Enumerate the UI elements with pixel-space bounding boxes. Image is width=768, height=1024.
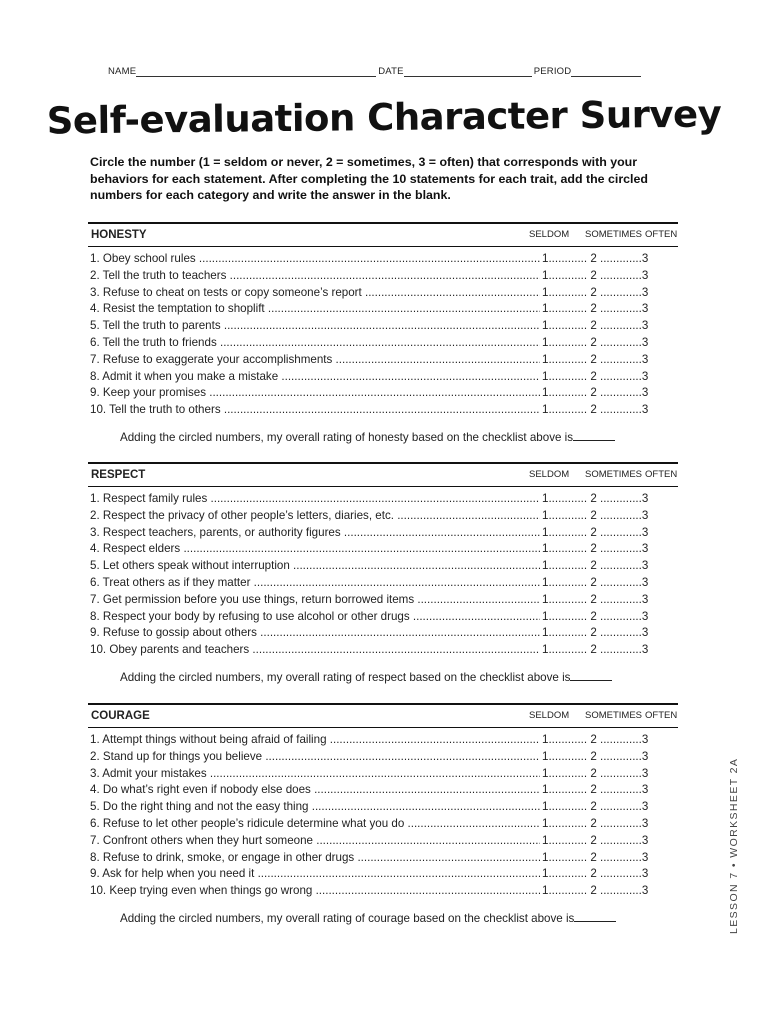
statement-row [88, 866, 678, 883]
statement-row [88, 850, 678, 867]
statement-row [88, 251, 678, 268]
total-blank[interactable] [570, 669, 612, 681]
statement-row [88, 268, 678, 285]
statement-text: 5. Do the right thing and not the easy thing ..... [90, 799, 540, 816]
statement-text: 10. Keep trying even when things go wrong ..... [90, 883, 540, 900]
statement-row [88, 385, 678, 402]
column-sometimes: SOMETIMES [585, 710, 643, 721]
statement-text: 7. Confront others when they hurt someone ..... [90, 833, 540, 850]
statement-row [88, 782, 678, 799]
rating-scale[interactable]: 1............ 2 .............3 [540, 866, 672, 883]
statement-row [88, 352, 678, 369]
section-title: COURAGE [91, 710, 150, 722]
statement-row [88, 525, 678, 542]
statement-list [88, 732, 678, 900]
rating-scale[interactable]: 1............ 2 .............3 [540, 491, 672, 508]
rating-scale[interactable]: 1............ 2 .............3 [540, 369, 672, 386]
statement-text: 9. Refuse to gossip about others ..... [90, 625, 540, 642]
statement-text: 10. Tell the truth to others ..... [90, 402, 540, 419]
statement-row [88, 883, 678, 900]
rating-scale[interactable]: 1............ 2 .............3 [540, 850, 672, 867]
statement-text: 9. Ask for help when you need it ..... [90, 866, 540, 883]
statement-text: 8. Admit it when you make a mistake ..... [90, 369, 540, 386]
rating-scale[interactable]: 1............ 2 .............3 [540, 508, 672, 525]
statement-text: 6. Refuse to let other people’s ridicule determine what you do ..... [90, 816, 540, 833]
column-often: OFTEN [645, 469, 678, 480]
statement-text: 1. Respect family rules ..... [90, 491, 540, 508]
statement-row [88, 508, 678, 525]
rating-scale[interactable]: 1............ 2 .............3 [540, 642, 672, 659]
statement-text: 5. Let others speak without interruption ..... [90, 558, 540, 575]
section-header [88, 703, 678, 728]
statement-row [88, 749, 678, 766]
statement-text: 8. Respect your body by refusing to use alcohol or other drugs ..... [90, 609, 540, 626]
rating-scale[interactable]: 1............ 2 .............3 [540, 833, 672, 850]
rating-scale[interactable]: 1............ 2 .............3 [540, 301, 672, 318]
statement-text: 9. Keep your promises ..... [90, 385, 540, 402]
statement-text: 4. Resist the temptation to shoplift ..... [90, 301, 540, 318]
instructions-text: Circle the number (1 = seldom or never, 2 = sometimes, 3 = often) that corresponds with your behaviors for each statement. After completing the 10 statements for each trait, add the circled numbers for each category and write the answer in the blank. [90, 155, 648, 202]
statement-text: 6. Tell the truth to friends ..... [90, 335, 540, 352]
statement-row [88, 541, 678, 558]
section-honesty [88, 222, 678, 444]
statement-row [88, 609, 678, 626]
section-header [88, 222, 678, 247]
summary-text: Adding the circled numbers, my overall rating of honesty based on the checklist above is [120, 430, 574, 444]
rating-scale[interactable]: 1............ 2 .............3 [540, 335, 672, 352]
statement-text: 5. Tell the truth to parents ..... [90, 318, 540, 335]
rating-scale[interactable]: 1............ 2 .............3 [540, 766, 672, 783]
statement-row [88, 575, 678, 592]
statement-text: 3. Refuse to cheat on tests or copy someone’s report ..... [90, 285, 540, 302]
date-field[interactable] [404, 66, 532, 77]
period-field[interactable] [571, 66, 641, 77]
rating-scale[interactable]: 1............ 2 .............3 [540, 352, 672, 369]
column-sometimes: SOMETIMES [585, 229, 643, 240]
date-label: DATE [378, 66, 404, 77]
rating-scale[interactable]: 1............ 2 .............3 [540, 402, 672, 419]
section-header [88, 462, 678, 487]
student-info-header [108, 66, 648, 77]
statement-row [88, 833, 678, 850]
statement-text: 1. Attempt things without being afraid of failing ..... [90, 732, 540, 749]
rating-scale[interactable]: 1............ 2 .............3 [540, 782, 672, 799]
section-title: HONESTY [91, 229, 147, 241]
statement-row [88, 766, 678, 783]
column-seldom: SELDOM [529, 469, 570, 480]
statement-row [88, 369, 678, 386]
statement-text: 10. Obey parents and teachers ..... [90, 642, 540, 659]
summary-line [88, 910, 678, 925]
statement-text: 7. Refuse to exaggerate your accomplishments ..... [90, 352, 540, 369]
rating-scale[interactable]: 1............ 2 .............3 [540, 732, 672, 749]
statement-text: 3. Admit your mistakes ..... [90, 766, 540, 783]
summary-line [88, 669, 678, 684]
column-seldom: SELDOM [529, 229, 570, 240]
rating-scale[interactable]: 1............ 2 .............3 [540, 749, 672, 766]
statement-text: 1. Obey school rules ..... [90, 251, 540, 268]
statement-row [88, 285, 678, 302]
statement-row [88, 402, 678, 419]
page-title: Self-evaluation Character Survey [46, 92, 722, 143]
statement-row [88, 491, 678, 508]
rating-scale[interactable]: 1............ 2 .............3 [540, 609, 672, 626]
statement-row [88, 558, 678, 575]
statement-text: 7. Get permission before you use things, return borrowed items ..... [90, 592, 540, 609]
rating-scale[interactable]: 1............ 2 .............3 [540, 268, 672, 285]
statement-row [88, 799, 678, 816]
column-often: OFTEN [645, 710, 678, 721]
total-blank[interactable] [574, 910, 616, 922]
summary-text: Adding the circled numbers, my overall rating of courage based on the checklist above is [120, 911, 575, 925]
rating-scale[interactable]: 1............ 2 .............3 [540, 625, 672, 642]
statement-text: 2. Stand up for things you believe ..... [90, 749, 540, 766]
rating-scale[interactable]: 1............ 2 .............3 [540, 285, 672, 302]
statement-row [88, 816, 678, 833]
rating-scale[interactable]: 1............ 2 .............3 [540, 883, 672, 900]
rating-scale[interactable]: 1............ 2 .............3 [540, 816, 672, 833]
period-label: PERIOD [533, 66, 572, 77]
total-blank[interactable] [573, 429, 615, 441]
statement-text: 3. Respect teachers, parents, or authority figures ..... [90, 525, 540, 542]
name-field[interactable] [136, 66, 376, 77]
column-often: OFTEN [645, 229, 678, 240]
statement-row [88, 335, 678, 352]
statement-list [88, 491, 678, 659]
statement-text: 4. Do what’s right even if nobody else does ..... [90, 782, 540, 799]
summary-line [88, 429, 678, 444]
section-title: RESPECT [91, 469, 146, 481]
rating-scale[interactable]: 1............ 2 .............3 [540, 575, 672, 592]
section-respect [88, 462, 678, 684]
rating-scale[interactable]: 1............ 2 .............3 [540, 541, 672, 558]
rating-scale[interactable]: 1............ 2 .............3 [540, 525, 672, 542]
statement-text: 6. Treat others as if they matter ..... [90, 575, 540, 592]
statement-text: 8. Refuse to drink, smoke, or engage in other drugs ..... [90, 850, 540, 867]
summary-text: Adding the circled numbers, my overall rating of respect based on the checklist above is [120, 670, 571, 684]
column-seldom: SELDOM [529, 710, 570, 721]
rating-scale[interactable]: 1............ 2 .............3 [540, 251, 672, 268]
statement-row [88, 592, 678, 609]
statement-row [88, 732, 678, 749]
statement-text: 2. Tell the truth to teachers ..... [90, 268, 540, 285]
statement-row [88, 301, 678, 318]
statement-list [88, 251, 678, 419]
statement-text: 4. Respect elders ..... [90, 541, 540, 558]
statement-row [88, 318, 678, 335]
statement-row [88, 642, 678, 659]
rating-scale[interactable]: 1............ 2 .............3 [540, 318, 672, 335]
lesson-worksheet-label: LESSON 7 • WORKSHEET 2A [728, 757, 740, 934]
rating-scale[interactable]: 1............ 2 .............3 [540, 592, 672, 609]
section-courage [88, 703, 678, 925]
statement-text: 2. Respect the privacy of other people’s letters, diaries, etc. ..... [90, 508, 540, 525]
name-label: NAME [108, 66, 137, 77]
column-sometimes: SOMETIMES [585, 469, 643, 480]
rating-scale[interactable]: 1............ 2 .............3 [540, 558, 672, 575]
rating-scale[interactable]: 1............ 2 .............3 [540, 385, 672, 402]
rating-scale[interactable]: 1............ 2 .............3 [540, 799, 672, 816]
statement-row [88, 625, 678, 642]
